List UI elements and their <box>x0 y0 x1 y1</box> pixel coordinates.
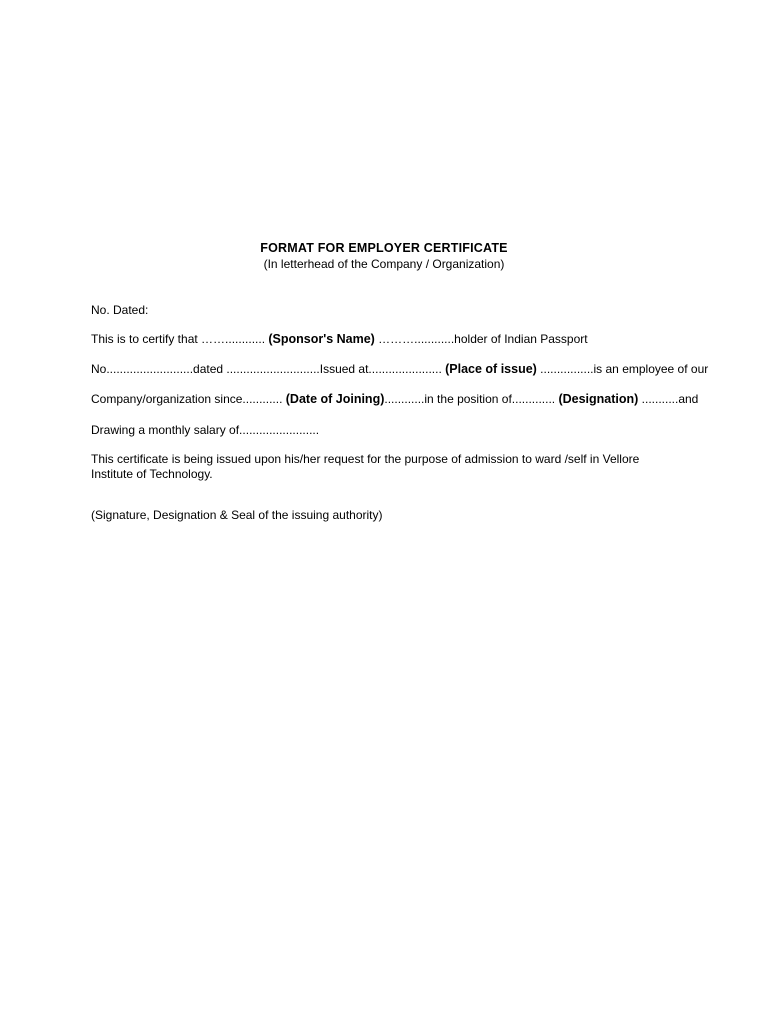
certify-text-a: This is to certify that ……............ <box>91 332 269 346</box>
date-of-joining-placeholder: (Date of Joining) <box>285 392 385 406</box>
company-text-a: Company/organization since............ <box>91 392 286 406</box>
designation-placeholder: (Designation) <box>558 392 639 406</box>
document-title: FORMAT FOR EMPLOYER CERTIFICATE <box>260 241 508 255</box>
certify-text-c: ………............holder of Indian Passport <box>374 332 588 346</box>
certify-line <box>91 332 588 346</box>
signature-line: (Signature, Designation & Seal of the issuing authority) <box>91 508 383 522</box>
passport-text-a: No..........................dated ............................Issued at...................... <box>91 362 446 376</box>
company-line <box>91 392 698 406</box>
purpose-paragraph: This certificate is being issued upon his/her request for the purpose of admission to ward /self in Vellore Institute of Technology. <box>91 452 640 481</box>
passport-line <box>91 362 708 376</box>
sponsor-name-placeholder: (Sponsor's Name) <box>268 332 375 346</box>
company-text-c: ............in the position of............. <box>384 392 559 406</box>
document-subtitle: (In letterhead of the Company / Organization) <box>263 257 505 271</box>
salary-line: Drawing a monthly salary of........................ <box>91 423 320 437</box>
passport-text-c: ................is an employee of our <box>536 362 709 376</box>
no-dated-line: No. Dated: <box>91 303 149 317</box>
place-of-issue-placeholder: (Place of issue) <box>445 362 537 376</box>
company-text-e: ...........and <box>638 392 699 406</box>
